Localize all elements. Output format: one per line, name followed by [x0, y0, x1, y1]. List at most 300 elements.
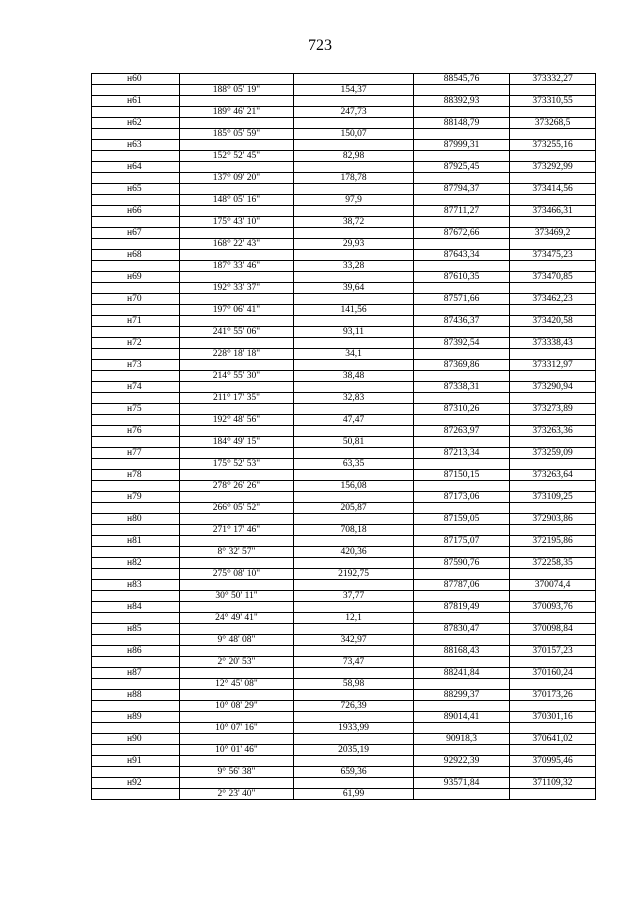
x-coordinate-cell: 87392,54	[414, 338, 510, 349]
y-coordinate-cell	[510, 481, 596, 492]
direction-angle-cell	[180, 668, 294, 679]
table-row-point	[92, 74, 596, 85]
segment-length-cell	[294, 712, 414, 723]
y-coordinate-cell: 373292,99	[510, 162, 596, 173]
segment-length-cell: 61,99	[294, 789, 414, 800]
x-coordinate-cell: 87643,34	[414, 250, 510, 261]
point-name-cell: н91	[92, 756, 180, 767]
x-coordinate-cell: 88392,93	[414, 96, 510, 107]
table-row-segment	[92, 261, 596, 272]
segment-length-cell: 659,36	[294, 767, 414, 778]
table-row-segment	[92, 327, 596, 338]
y-coordinate-cell: 373273,89	[510, 404, 596, 415]
direction-angle-cell: 187° 33' 46"	[180, 261, 294, 272]
point-name-cell: н65	[92, 184, 180, 195]
y-coordinate-cell: 373475,23	[510, 250, 596, 261]
direction-angle-cell: 30° 50' 11"	[180, 591, 294, 602]
direction-angle-cell	[180, 712, 294, 723]
direction-angle-cell: 271° 17' 46"	[180, 525, 294, 536]
segment-length-cell	[294, 162, 414, 173]
point-name-cell: н68	[92, 250, 180, 261]
table-row-segment	[92, 547, 596, 558]
segment-length-cell	[294, 624, 414, 635]
y-coordinate-cell: 370093,76	[510, 602, 596, 613]
table-row-point	[92, 778, 596, 789]
point-name-cell	[92, 503, 180, 514]
y-coordinate-cell: 370995,46	[510, 756, 596, 767]
coordinates-table-body	[92, 74, 596, 800]
point-name-cell: н69	[92, 272, 180, 283]
direction-angle-cell: 211° 17' 35"	[180, 393, 294, 404]
table-row-segment	[92, 723, 596, 734]
table-row-point	[92, 382, 596, 393]
x-coordinate-cell: 87787,06	[414, 580, 510, 591]
table-row-point	[92, 448, 596, 459]
table-row-point	[92, 602, 596, 613]
direction-angle-cell	[180, 96, 294, 107]
direction-angle-cell	[180, 492, 294, 503]
y-coordinate-cell	[510, 107, 596, 118]
segment-length-cell	[294, 646, 414, 657]
table-row-segment	[92, 525, 596, 536]
table-row-point	[92, 756, 596, 767]
y-coordinate-cell	[510, 437, 596, 448]
point-name-cell: н87	[92, 668, 180, 679]
point-name-cell: н67	[92, 228, 180, 239]
y-coordinate-cell	[510, 679, 596, 690]
direction-angle-cell	[180, 360, 294, 371]
table-row-segment	[92, 679, 596, 690]
x-coordinate-cell: 87711,27	[414, 206, 510, 217]
segment-length-cell: 178,78	[294, 173, 414, 184]
point-name-cell	[92, 261, 180, 272]
direction-angle-cell: 148° 05' 16"	[180, 195, 294, 206]
point-name-cell: н84	[92, 602, 180, 613]
direction-angle-cell	[180, 184, 294, 195]
segment-length-cell	[294, 74, 414, 85]
point-name-cell: н76	[92, 426, 180, 437]
direction-angle-cell	[180, 206, 294, 217]
point-name-cell	[92, 393, 180, 404]
point-name-cell	[92, 217, 180, 228]
y-coordinate-cell: 373462,23	[510, 294, 596, 305]
direction-angle-cell	[180, 536, 294, 547]
point-name-cell	[92, 569, 180, 580]
segment-length-cell	[294, 514, 414, 525]
x-coordinate-cell: 88299,37	[414, 690, 510, 701]
y-coordinate-cell: 373255,16	[510, 140, 596, 151]
segment-length-cell: 93,11	[294, 327, 414, 338]
table-row-segment	[92, 745, 596, 756]
table-row-segment	[92, 657, 596, 668]
x-coordinate-cell: 87310,26	[414, 404, 510, 415]
table-row-segment	[92, 415, 596, 426]
y-coordinate-cell: 373312,97	[510, 360, 596, 371]
point-name-cell: н89	[92, 712, 180, 723]
table-row-point	[92, 404, 596, 415]
segment-length-cell: 50,81	[294, 437, 414, 448]
x-coordinate-cell	[414, 195, 510, 206]
y-coordinate-cell: 373268,5	[510, 118, 596, 129]
segment-length-cell: 38,72	[294, 217, 414, 228]
point-name-cell	[92, 481, 180, 492]
y-coordinate-cell: 373469,2	[510, 228, 596, 239]
table-row-point	[92, 646, 596, 657]
segment-length-cell	[294, 690, 414, 701]
y-coordinate-cell	[510, 173, 596, 184]
table-row-point	[92, 360, 596, 371]
page-number: 723	[308, 37, 332, 54]
x-coordinate-cell	[414, 151, 510, 162]
table-row-point	[92, 184, 596, 195]
table-row-point	[92, 206, 596, 217]
point-name-cell	[92, 525, 180, 536]
point-name-cell: н66	[92, 206, 180, 217]
direction-angle-cell: 185° 05' 59"	[180, 129, 294, 140]
segment-length-cell	[294, 778, 414, 789]
point-name-cell: н90	[92, 734, 180, 745]
y-coordinate-cell: 373263,36	[510, 426, 596, 437]
x-coordinate-cell	[414, 481, 510, 492]
y-coordinate-cell	[510, 701, 596, 712]
x-coordinate-cell	[414, 327, 510, 338]
x-coordinate-cell	[414, 745, 510, 756]
direction-angle-cell: 184° 49' 15"	[180, 437, 294, 448]
table-row-segment	[92, 635, 596, 646]
direction-angle-cell: 10° 07' 16"	[180, 723, 294, 734]
y-coordinate-cell: 373310,55	[510, 96, 596, 107]
direction-angle-cell	[180, 316, 294, 327]
x-coordinate-cell	[414, 371, 510, 382]
y-coordinate-cell: 372195,86	[510, 536, 596, 547]
table-row-point	[92, 118, 596, 129]
point-name-cell	[92, 327, 180, 338]
point-name-cell: н79	[92, 492, 180, 503]
direction-angle-cell	[180, 338, 294, 349]
x-coordinate-cell: 87925,45	[414, 162, 510, 173]
direction-angle-cell: 275° 08' 10"	[180, 569, 294, 580]
table-row-point	[92, 580, 596, 591]
segment-length-cell: 156,08	[294, 481, 414, 492]
segment-length-cell: 141,56	[294, 305, 414, 316]
table-row-segment	[92, 349, 596, 360]
segment-length-cell: 12,1	[294, 613, 414, 624]
segment-length-cell	[294, 140, 414, 151]
x-coordinate-cell	[414, 173, 510, 184]
segment-length-cell	[294, 118, 414, 129]
x-coordinate-cell: 88545,76	[414, 74, 510, 85]
table-row-segment	[92, 305, 596, 316]
table-row-point	[92, 316, 596, 327]
y-coordinate-cell: 373290,94	[510, 382, 596, 393]
direction-angle-cell: 266° 05' 52"	[180, 503, 294, 514]
direction-angle-cell	[180, 294, 294, 305]
direction-angle-cell	[180, 778, 294, 789]
y-coordinate-cell: 373109,25	[510, 492, 596, 503]
y-coordinate-cell	[510, 591, 596, 602]
x-coordinate-cell: 92922,39	[414, 756, 510, 767]
x-coordinate-cell: 87173,06	[414, 492, 510, 503]
y-coordinate-cell	[510, 371, 596, 382]
segment-length-cell: 154,37	[294, 85, 414, 96]
segment-length-cell	[294, 228, 414, 239]
x-coordinate-cell	[414, 767, 510, 778]
point-name-cell	[92, 723, 180, 734]
direction-angle-cell: 10° 01' 46"	[180, 745, 294, 756]
direction-angle-cell	[180, 140, 294, 151]
y-coordinate-cell	[510, 349, 596, 360]
direction-angle-cell: 278° 26' 26"	[180, 481, 294, 492]
y-coordinate-cell: 373414,56	[510, 184, 596, 195]
point-name-cell	[92, 129, 180, 140]
direction-angle-cell	[180, 74, 294, 85]
point-name-cell: н60	[92, 74, 180, 85]
segment-length-cell: 247,73	[294, 107, 414, 118]
y-coordinate-cell	[510, 239, 596, 250]
table-row-segment	[92, 371, 596, 382]
point-name-cell	[92, 547, 180, 558]
y-coordinate-cell: 370641,02	[510, 734, 596, 745]
segment-length-cell: 342,97	[294, 635, 414, 646]
table-row-point	[92, 272, 596, 283]
segment-length-cell	[294, 558, 414, 569]
direction-angle-cell: 8° 32' 57"	[180, 547, 294, 558]
segment-length-cell: 58,98	[294, 679, 414, 690]
direction-angle-cell: 175° 43' 10"	[180, 217, 294, 228]
table-row-point	[92, 558, 596, 569]
table-row-segment	[92, 217, 596, 228]
segment-length-cell	[294, 668, 414, 679]
table-row-point	[92, 492, 596, 503]
x-coordinate-cell	[414, 701, 510, 712]
segment-length-cell: 2192,75	[294, 569, 414, 580]
direction-angle-cell	[180, 734, 294, 745]
segment-length-cell	[294, 448, 414, 459]
y-coordinate-cell: 370173,26	[510, 690, 596, 701]
table-row-segment	[92, 767, 596, 778]
segment-length-cell	[294, 404, 414, 415]
point-name-cell: н81	[92, 536, 180, 547]
y-coordinate-cell: 373466,31	[510, 206, 596, 217]
segment-length-cell: 34,1	[294, 349, 414, 360]
direction-angle-cell: 2° 23' 40"	[180, 789, 294, 800]
y-coordinate-cell: 370098,84	[510, 624, 596, 635]
table-row-point	[92, 624, 596, 635]
point-name-cell: н77	[92, 448, 180, 459]
segment-length-cell	[294, 360, 414, 371]
segment-length-cell	[294, 250, 414, 261]
x-coordinate-cell: 87999,31	[414, 140, 510, 151]
direction-angle-cell: 192° 48' 56"	[180, 415, 294, 426]
x-coordinate-cell: 87159,05	[414, 514, 510, 525]
y-coordinate-cell	[510, 657, 596, 668]
x-coordinate-cell	[414, 789, 510, 800]
y-coordinate-cell	[510, 767, 596, 778]
y-coordinate-cell	[510, 723, 596, 734]
y-coordinate-cell	[510, 459, 596, 470]
point-name-cell: н82	[92, 558, 180, 569]
y-coordinate-cell	[510, 547, 596, 558]
segment-length-cell	[294, 602, 414, 613]
point-name-cell	[92, 679, 180, 690]
y-coordinate-cell	[510, 151, 596, 162]
table-row-segment	[92, 85, 596, 96]
point-name-cell: н71	[92, 316, 180, 327]
direction-angle-cell: 214° 55' 30"	[180, 371, 294, 382]
y-coordinate-cell	[510, 745, 596, 756]
segment-length-cell	[294, 96, 414, 107]
x-coordinate-cell: 87150,15	[414, 470, 510, 481]
table-row-segment	[92, 239, 596, 250]
y-coordinate-cell	[510, 525, 596, 536]
direction-angle-cell: 9° 48' 08"	[180, 635, 294, 646]
segment-length-cell: 420,36	[294, 547, 414, 558]
direction-angle-cell	[180, 624, 294, 635]
x-coordinate-cell: 88241,84	[414, 668, 510, 679]
segment-length-cell	[294, 338, 414, 349]
y-coordinate-cell	[510, 129, 596, 140]
coordinates-table	[91, 73, 596, 800]
x-coordinate-cell: 88148,79	[414, 118, 510, 129]
table-row-point	[92, 294, 596, 305]
point-name-cell	[92, 613, 180, 624]
x-coordinate-cell	[414, 679, 510, 690]
table-row-segment	[92, 613, 596, 624]
x-coordinate-cell	[414, 393, 510, 404]
direction-angle-cell: 24° 49' 41"	[180, 613, 294, 624]
y-coordinate-cell	[510, 393, 596, 404]
direction-angle-cell	[180, 690, 294, 701]
segment-length-cell: 39,64	[294, 283, 414, 294]
y-coordinate-cell	[510, 503, 596, 514]
x-coordinate-cell	[414, 591, 510, 602]
x-coordinate-cell	[414, 85, 510, 96]
point-name-cell	[92, 657, 180, 668]
point-name-cell: н92	[92, 778, 180, 789]
x-coordinate-cell	[414, 261, 510, 272]
point-name-cell	[92, 591, 180, 602]
y-coordinate-cell	[510, 195, 596, 206]
segment-length-cell	[294, 734, 414, 745]
direction-angle-cell	[180, 448, 294, 459]
y-coordinate-cell: 370301,16	[510, 712, 596, 723]
direction-angle-cell: 175° 52' 53"	[180, 459, 294, 470]
x-coordinate-cell: 89014,41	[414, 712, 510, 723]
direction-angle-cell	[180, 756, 294, 767]
table-row-segment	[92, 481, 596, 492]
point-name-cell: н70	[92, 294, 180, 305]
direction-angle-cell: 188° 05' 19"	[180, 85, 294, 96]
direction-angle-cell	[180, 382, 294, 393]
x-coordinate-cell: 90918,3	[414, 734, 510, 745]
direction-angle-cell	[180, 404, 294, 415]
direction-angle-cell: 12° 45' 08"	[180, 679, 294, 690]
direction-angle-cell	[180, 228, 294, 239]
point-name-cell: н61	[92, 96, 180, 107]
table-row-segment	[92, 151, 596, 162]
x-coordinate-cell: 87610,35	[414, 272, 510, 283]
point-name-cell: н74	[92, 382, 180, 393]
direction-angle-cell: 2° 20' 53"	[180, 657, 294, 668]
table-row-point	[92, 514, 596, 525]
segment-length-cell: 726,39	[294, 701, 414, 712]
point-name-cell: н80	[92, 514, 180, 525]
point-name-cell: н63	[92, 140, 180, 151]
table-row-segment	[92, 789, 596, 800]
segment-length-cell: 73,47	[294, 657, 414, 668]
table-row-segment	[92, 173, 596, 184]
x-coordinate-cell	[414, 547, 510, 558]
direction-angle-cell: 228° 18' 18"	[180, 349, 294, 360]
table-row-segment	[92, 459, 596, 470]
y-coordinate-cell	[510, 217, 596, 228]
direction-angle-cell	[180, 250, 294, 261]
y-coordinate-cell: 373332,27	[510, 74, 596, 85]
point-name-cell	[92, 239, 180, 250]
direction-angle-cell	[180, 514, 294, 525]
y-coordinate-cell: 370074,4	[510, 580, 596, 591]
direction-angle-cell	[180, 272, 294, 283]
segment-length-cell: 29,93	[294, 239, 414, 250]
x-coordinate-cell	[414, 107, 510, 118]
y-coordinate-cell: 370160,24	[510, 668, 596, 679]
segment-length-cell	[294, 272, 414, 283]
point-name-cell	[92, 437, 180, 448]
point-name-cell	[92, 789, 180, 800]
point-name-cell	[92, 459, 180, 470]
point-name-cell	[92, 173, 180, 184]
y-coordinate-cell	[510, 305, 596, 316]
point-name-cell: н72	[92, 338, 180, 349]
y-coordinate-cell: 373259,09	[510, 448, 596, 459]
x-coordinate-cell	[414, 613, 510, 624]
segment-length-cell: 47,47	[294, 415, 414, 426]
segment-length-cell: 32,83	[294, 393, 414, 404]
x-coordinate-cell	[414, 415, 510, 426]
direction-angle-cell	[180, 558, 294, 569]
table-row-segment	[92, 129, 596, 140]
direction-angle-cell: 197° 06' 41"	[180, 305, 294, 316]
y-coordinate-cell	[510, 415, 596, 426]
direction-angle-cell	[180, 602, 294, 613]
y-coordinate-cell: 373338,43	[510, 338, 596, 349]
direction-angle-cell	[180, 118, 294, 129]
table-row-point	[92, 426, 596, 437]
x-coordinate-cell	[414, 239, 510, 250]
direction-angle-cell: 192° 33' 37"	[180, 283, 294, 294]
table-row-segment	[92, 107, 596, 118]
segment-length-cell: 33,28	[294, 261, 414, 272]
x-coordinate-cell: 87819,49	[414, 602, 510, 613]
point-name-cell	[92, 415, 180, 426]
direction-angle-cell	[180, 426, 294, 437]
x-coordinate-cell: 87436,37	[414, 316, 510, 327]
direction-angle-cell	[180, 580, 294, 591]
direction-angle-cell: 241° 55' 06"	[180, 327, 294, 338]
segment-length-cell: 82,98	[294, 151, 414, 162]
table-row-segment	[92, 569, 596, 580]
point-name-cell	[92, 701, 180, 712]
table-row-segment	[92, 591, 596, 602]
x-coordinate-cell	[414, 525, 510, 536]
x-coordinate-cell: 88168,43	[414, 646, 510, 657]
point-name-cell: н62	[92, 118, 180, 129]
y-coordinate-cell: 373263,64	[510, 470, 596, 481]
y-coordinate-cell: 373470,85	[510, 272, 596, 283]
y-coordinate-cell: 373420,58	[510, 316, 596, 327]
y-coordinate-cell	[510, 789, 596, 800]
y-coordinate-cell: 372903,86	[510, 514, 596, 525]
